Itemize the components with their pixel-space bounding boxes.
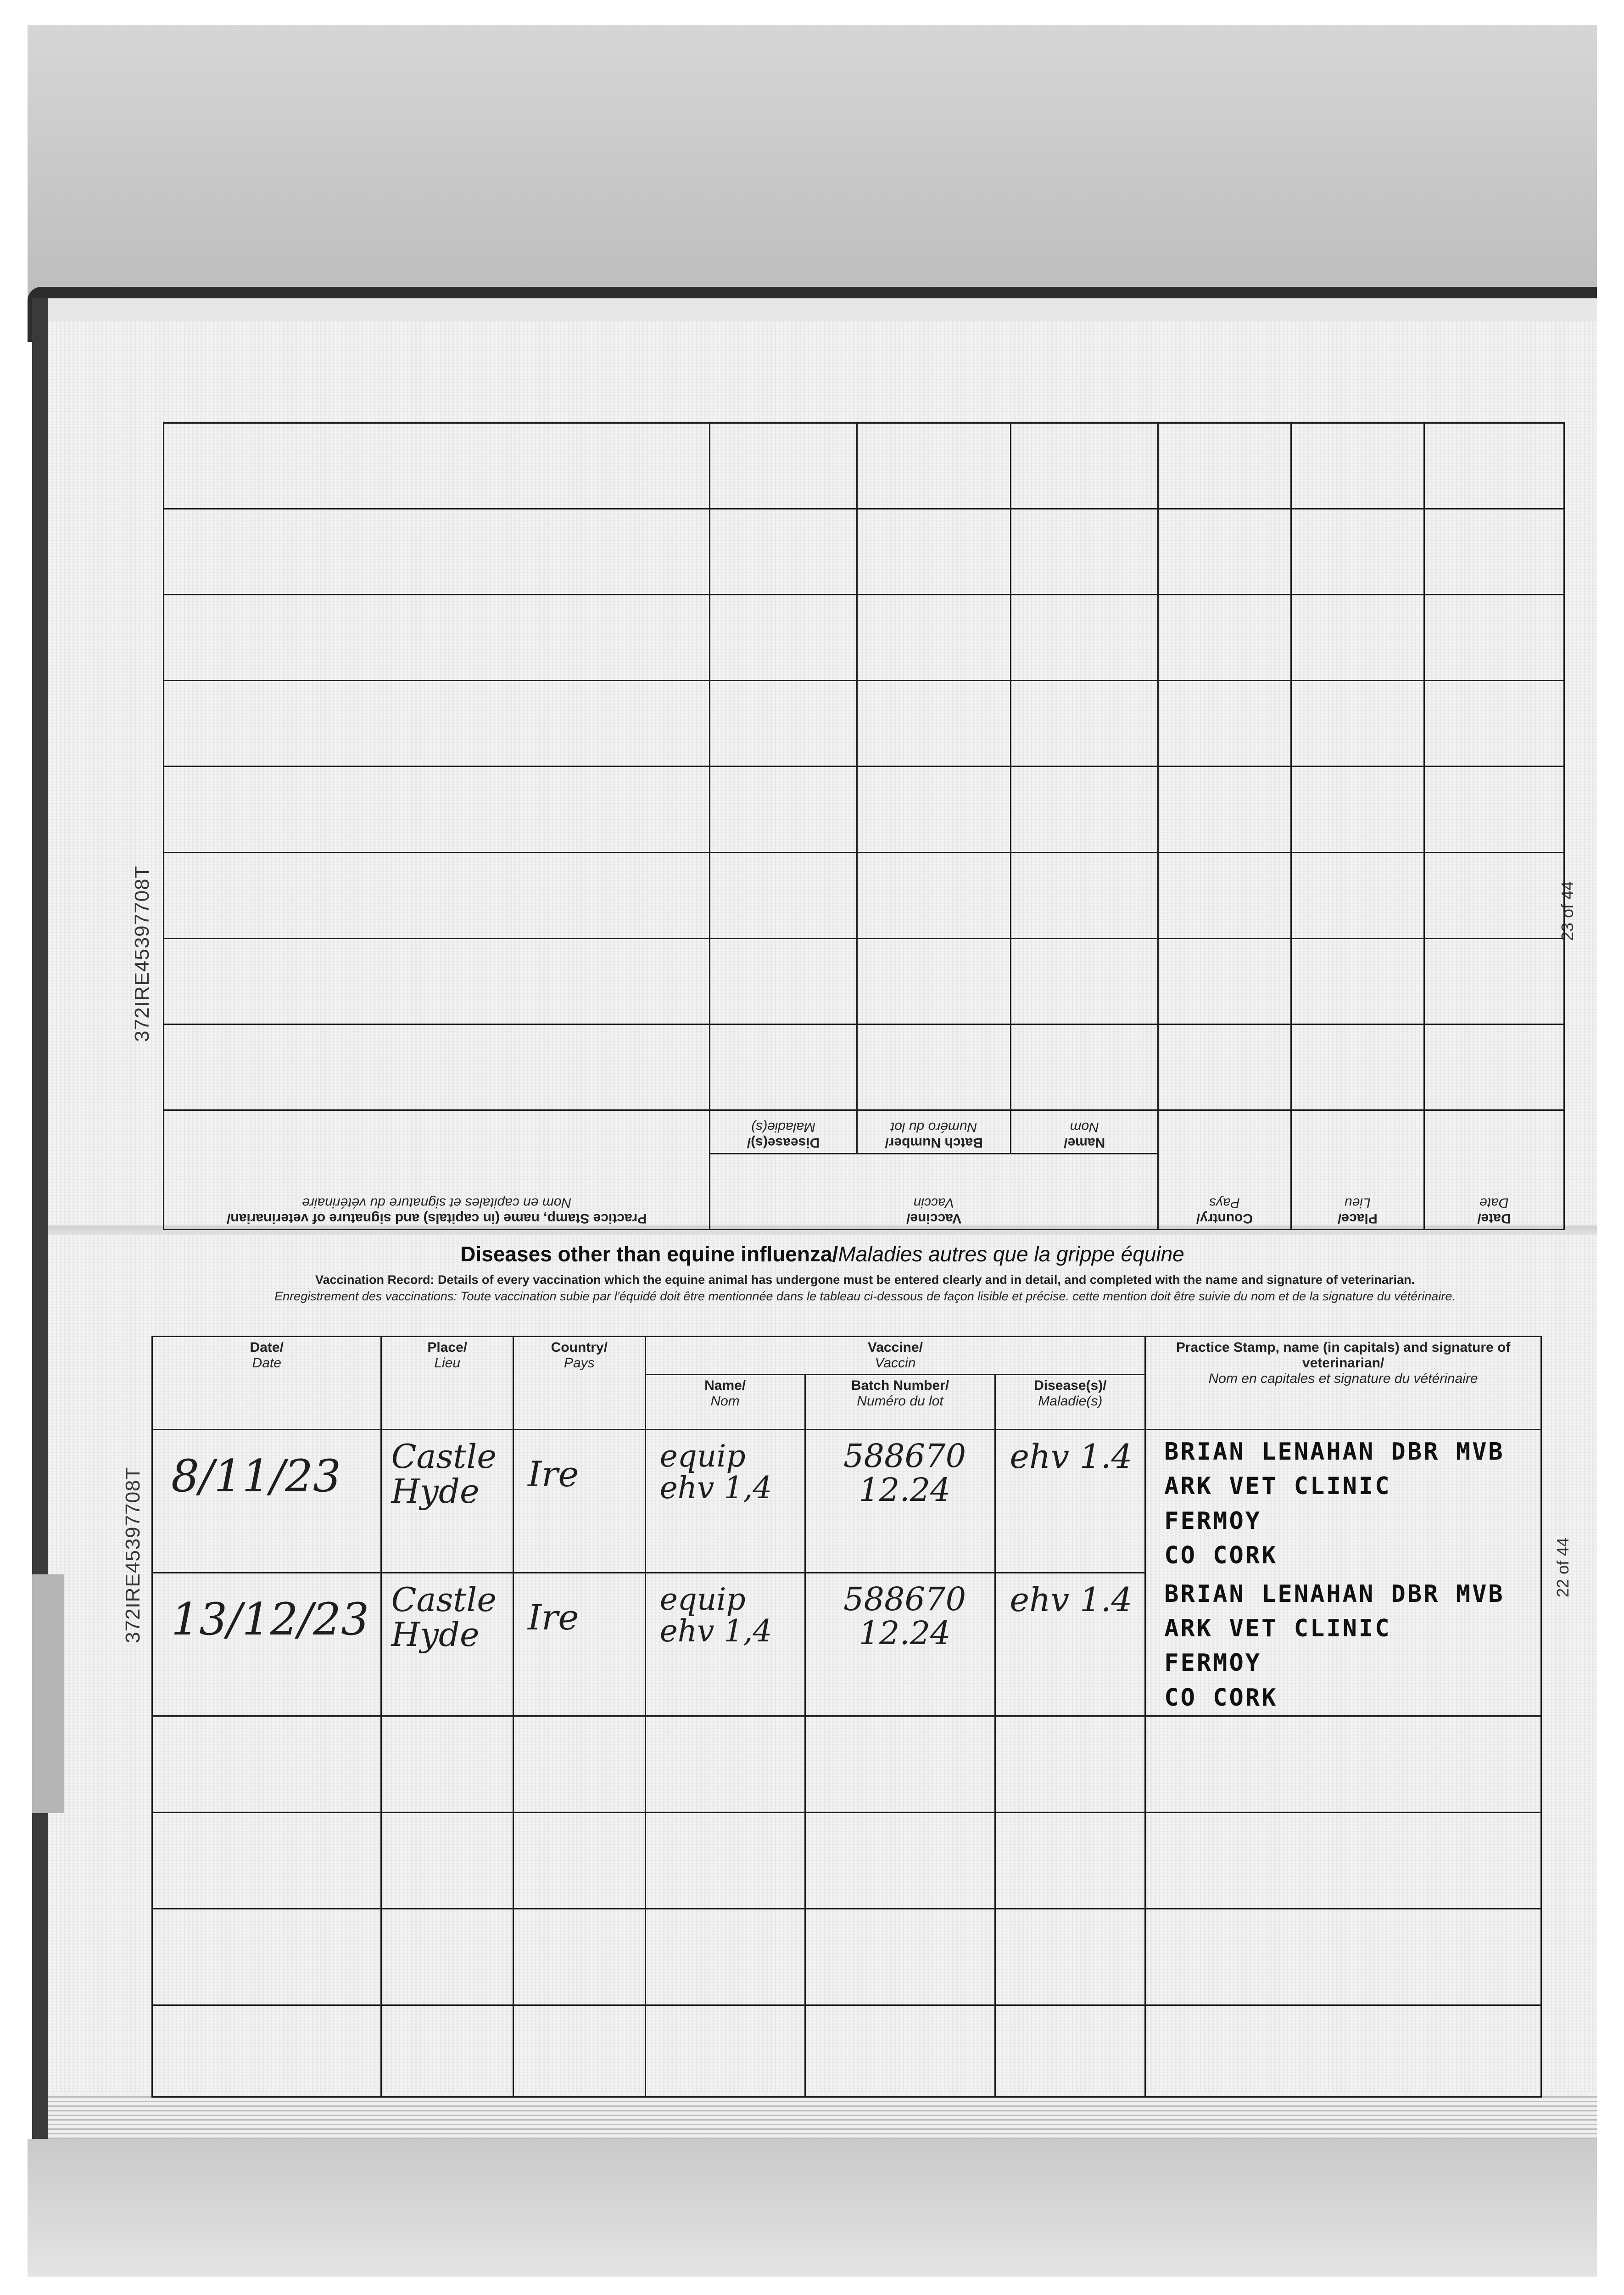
entry-diseases: ehv 1.4 bbox=[995, 1573, 1145, 1716]
entry-place: Castle Hyde bbox=[381, 1430, 513, 1573]
header-batch-number: Batch Number/ Numéro du lot bbox=[805, 1375, 995, 1430]
header-date: Date/ Date bbox=[152, 1337, 381, 1430]
empty-row bbox=[152, 2005, 1541, 2097]
entry-batch-number: 588670 12.24 bbox=[805, 1430, 995, 1573]
upper-header-stamp: Practice Stamp, name (in capitals) and signature of veterinarian/ Nom en capitales et signature du vétérinaire bbox=[164, 1110, 710, 1230]
vaccination-row bbox=[152, 1430, 1541, 1573]
side-tab bbox=[32, 1574, 64, 1813]
entry-batch-number: 588670 12.24 bbox=[805, 1573, 995, 1716]
upper-header-country: Country/ Pays bbox=[1158, 1110, 1291, 1230]
upper-empty-row bbox=[164, 681, 1564, 767]
page-number-upper: 23 of 44 bbox=[1558, 881, 1577, 941]
upper-empty-row bbox=[164, 767, 1564, 852]
entry-vaccine-name: equip ehv 1,4 bbox=[645, 1430, 805, 1573]
header-diseases: Disease(s)/ Maladie(s) bbox=[995, 1375, 1145, 1430]
passport-id-lower: 372IRE45397708T bbox=[122, 1467, 144, 1643]
entry-country: Ire bbox=[513, 1573, 646, 1716]
page-number-lower: 22 of 44 bbox=[1553, 1537, 1572, 1597]
entry-place: Castle Hyde bbox=[381, 1573, 513, 1716]
vaccination-record-table bbox=[151, 1336, 1542, 2024]
upper-empty-row bbox=[164, 852, 1564, 938]
empty-row bbox=[152, 1716, 1541, 1813]
page-edges bbox=[48, 2093, 1597, 2144]
upper-empty-row bbox=[164, 509, 1564, 595]
practice-stamp-2: BRIAN LENAHAN DBR MVB ARK VET CLINIC FERMOY CO CORK bbox=[1164, 1580, 1505, 1712]
upper-header-place: Place/ Lieu bbox=[1291, 1110, 1424, 1230]
upper-header-date: Date/ Date bbox=[1424, 1110, 1564, 1230]
entry-date: 13/12/23 bbox=[152, 1573, 381, 1716]
upper-header-vaccine: Vaccine/ Vaccin bbox=[710, 1154, 1158, 1230]
entry-date: 8/11/23 bbox=[152, 1430, 381, 1573]
header-place: Place/ Lieu bbox=[381, 1337, 513, 1430]
scan-background-bottom bbox=[28, 2139, 1597, 2277]
header-vaccine: Vaccine/ Vaccin bbox=[645, 1337, 1145, 1375]
entry-country: Ire bbox=[513, 1430, 646, 1573]
entry-practice-stamp bbox=[1145, 1430, 1541, 1716]
entry-vaccine-name: equip ehv 1,4 bbox=[645, 1573, 805, 1716]
header-stamp: Practice Stamp, name (in capitals) and signature of veterinarian/ Nom en capitales et signature du vétérinaire bbox=[1145, 1337, 1541, 1430]
upper-empty-row bbox=[164, 423, 1564, 509]
upper-header-batch: Batch Number/ Numéro du lot bbox=[857, 1110, 1011, 1154]
lower-page-intro: Vaccination Record: Details of every vaccination which the equine animal has undergone must be entered clearly and in detail, and completed with the name and signature of veterinarian. Enregistrement des vaccinations: Toute vaccination subie par l'équidé doit être mentionnée dans le tableau ci-dessous de façon lisible et précise. cette mention doit être suivie du nom et de la signature du vétérinaire. bbox=[274, 1273, 1456, 1304]
upper-header-disease: Disease(s)/ Maladie(s) bbox=[710, 1110, 857, 1154]
header-country: Country/ Pays bbox=[513, 1337, 646, 1430]
empty-row bbox=[152, 1909, 1541, 2005]
scan-background-top bbox=[28, 25, 1597, 301]
entry-diseases: ehv 1.4 bbox=[995, 1430, 1145, 1573]
header-vaccine-name: Name/ Nom bbox=[645, 1375, 805, 1430]
upper-header-name: Name/ Nom bbox=[1011, 1110, 1158, 1154]
passport-id-upper: 372IRE45397708T bbox=[131, 865, 153, 1042]
upper-vaccination-table bbox=[163, 422, 1565, 1230]
upper-empty-row bbox=[164, 595, 1564, 681]
lower-page-title: Diseases other than equine influenza/Maladies autres que la grippe équine bbox=[460, 1242, 1184, 1266]
practice-stamp-1: BRIAN LENAHAN DBR MVB ARK VET CLINIC FERMOY CO CORK bbox=[1164, 1438, 1505, 1570]
upper-empty-row bbox=[164, 1024, 1564, 1110]
upper-empty-row bbox=[164, 938, 1564, 1024]
empty-row bbox=[152, 1813, 1541, 1909]
